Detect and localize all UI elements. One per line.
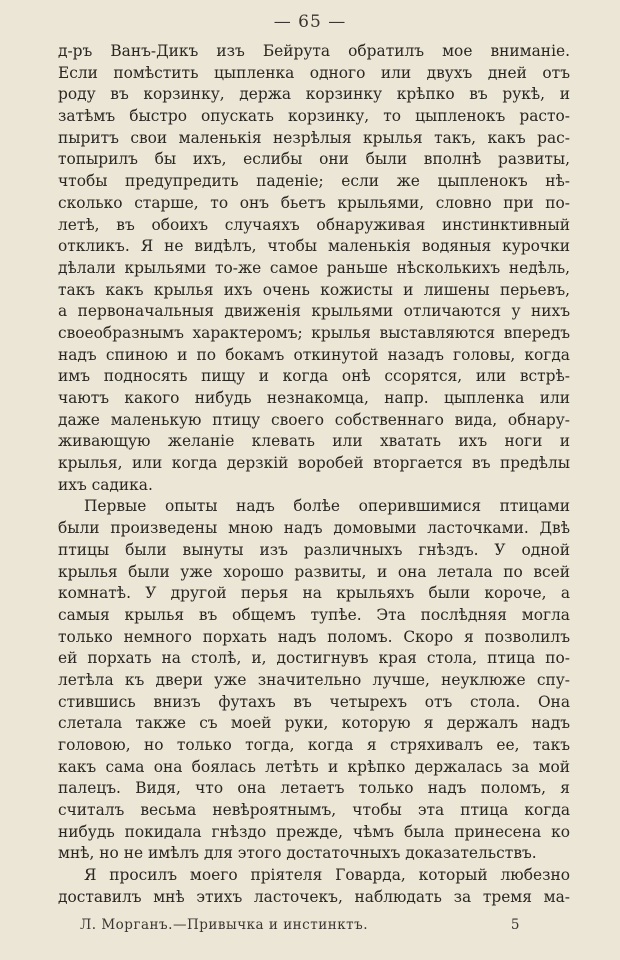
- text-line: доставилъ мнѣ этихъ ласточекъ, наблюдать за тремя ма-: [58, 887, 570, 906]
- text-line: птицы были вынуты изъ различныхъ гнѣздъ. У одной: [58, 540, 570, 559]
- text-line: ихъ садика.: [58, 475, 153, 494]
- text-line: палецъ. Видя, что она летаетъ только надъ поломъ, я: [58, 779, 570, 798]
- text-line: летѣла къ двери уже значительно лучше, неуклюже спу-: [58, 670, 570, 689]
- text-line: были произведены мною надъ домовыми ласточками. Двѣ: [58, 519, 570, 538]
- page-footer: [80, 917, 520, 933]
- text-line: пыритъ свои маленькія незрѣлыя крылья такъ, какъ рас-: [58, 128, 570, 147]
- text-line: мнѣ, но не имѣлъ для этого достаточныхъ доказательствъ.: [58, 844, 537, 863]
- text-line: а первоначальныя движенія крыльями отличаются у нихъ: [58, 302, 570, 321]
- text-line: чтобы предупредить паденіе; если же цыпленокъ нѣ-: [58, 172, 570, 191]
- text-line: слетала также съ моей руки, которую я держалъ надъ: [58, 714, 570, 733]
- running-title: Л. Морганъ.—Привычка и инстинктъ.: [80, 917, 368, 933]
- text-line: Если помѣстить цыпленка одного или двухъ дней отъ: [58, 63, 570, 82]
- text-line: самыя крылья въ общемъ тупѣе. Эта послѣдняя могла: [58, 605, 570, 624]
- text-line: топырилъ бы ихъ, еслибы они были вполнѣ развиты,: [58, 150, 570, 169]
- text-line: дѣлали крыльями то-же самое раньше нѣсколькихъ недѣль,: [58, 258, 570, 277]
- text-line: какъ сама она боялась летѣть и крѣпко держалась за мой: [58, 757, 570, 776]
- text-line: только немного порхать надъ поломъ. Скоро я позволилъ: [58, 627, 570, 646]
- paragraph-start: Я просилъ моего пріятеля Говарда, который любезно: [84, 866, 570, 885]
- text-line: головою, но только тогда, когда я стряхивалъ ее, такъ: [58, 736, 570, 754]
- text-line: ей порхать на столѣ, и, достигнувъ края стола, птица по-: [58, 649, 570, 668]
- text-line: нибудь покидала гнѣздо прежде, чѣмъ была принесена ко: [58, 822, 570, 841]
- text-line: живающую желаніе клевать или хватать ихъ ноги и: [58, 432, 570, 451]
- text-line: откликъ. Я не видѣлъ, чтобы маленькія водяныя курочки: [58, 237, 570, 256]
- text-line: роду въ корзинку, держа корзинку крѣпко въ рукѣ, и: [58, 85, 570, 104]
- text-line: чаютъ какого нибудь незнакомца, напр. цыпленка или: [58, 389, 570, 407]
- text-line: сколько старше, то онъ бьетъ крыльями, словно при по-: [58, 193, 570, 212]
- page-number: — 65 —: [273, 12, 347, 32]
- text-line: д-ръ Ванъ-Дикъ изъ Бейрута обратилъ мое вниманіе.: [58, 42, 570, 60]
- text-line: летѣ, въ обоихъ случаяхъ обнаруживая инстинктивный: [58, 215, 570, 234]
- text-line: такъ какъ крылья ихъ очень кожисты и лишены перьевъ,: [58, 280, 570, 299]
- text-line: даже маленькую птицу своего собственнаго вида, обнару-: [58, 410, 570, 429]
- body-text: [58, 41, 570, 909]
- paragraph-start: Первые опыты надъ болѣе оперившимися птицами: [84, 497, 570, 516]
- text-line: считалъ весьма невѣроятнымъ, чтобы эта птица когда: [58, 801, 570, 820]
- signature-mark: 5: [510, 917, 520, 933]
- text-line: имъ подносять пищу и когда онѣ ссорятся, или встрѣ-: [58, 367, 570, 386]
- text-line: стившись внизъ футахъ въ четырехъ отъ стола. Она: [58, 692, 570, 711]
- text-line: крылья, или когда дерзкій воробей вторгается въ предѣлы: [58, 454, 570, 473]
- text-line: надъ спиною и по бокамъ откинутой назадъ головы, когда: [58, 345, 570, 364]
- text-line: своеобразнымъ характеромъ; крылья выставляются впередъ: [58, 323, 570, 342]
- text-line: крылья были уже хорошо развиты, и она летала по всей: [58, 562, 570, 581]
- text-line: затѣмъ быстро опускать корзинку, то цыпленокъ расто-: [58, 107, 570, 126]
- text-line: комнатѣ. У другой перья на крыльяхъ были короче, а: [58, 584, 570, 603]
